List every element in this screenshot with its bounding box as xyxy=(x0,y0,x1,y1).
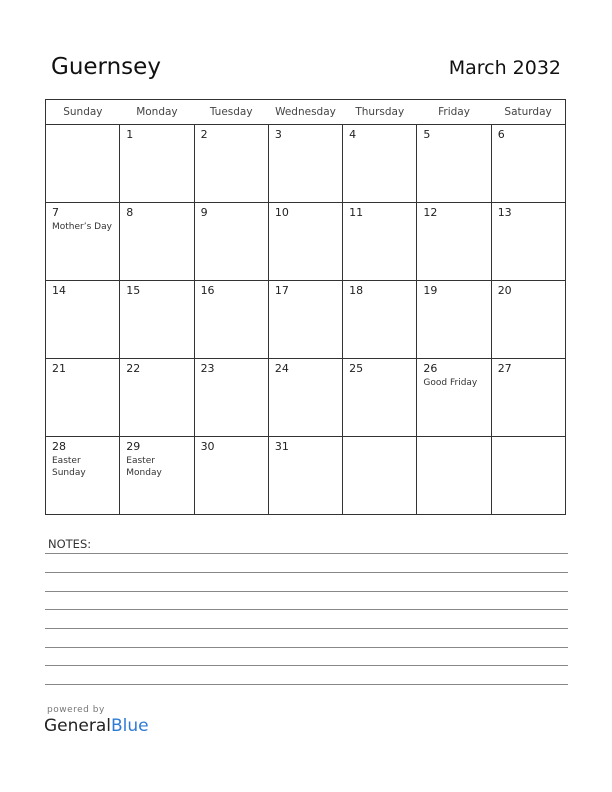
calendar-day-cell xyxy=(46,359,120,437)
brand-general: General xyxy=(44,716,111,736)
weekday-monday: Monday xyxy=(120,100,194,125)
notes-line xyxy=(45,572,568,573)
day-number: 28 xyxy=(52,440,66,453)
calendar-month: March 2032 xyxy=(448,57,561,79)
day-number: 2 xyxy=(200,128,208,141)
holiday-label: Mother’s Day xyxy=(52,222,112,232)
day-number: 20 xyxy=(497,284,512,297)
generalblue-logo[interactable] xyxy=(44,716,149,736)
calendar-day-cell xyxy=(120,281,194,359)
calendar-day-cell xyxy=(46,125,120,203)
calendar-day-cell xyxy=(343,125,417,203)
calendar-day-cell xyxy=(491,437,565,515)
calendar-day-cell xyxy=(417,359,491,437)
day-number: 11 xyxy=(349,206,364,219)
weekday-thursday: Thursday xyxy=(343,100,417,125)
calendar-day-cell xyxy=(268,203,342,281)
day-number: 25 xyxy=(349,362,364,375)
day-number: 24 xyxy=(274,362,289,375)
calendar-day-cell xyxy=(268,437,342,515)
day-number: 3 xyxy=(274,128,282,141)
calendar-week-row xyxy=(46,437,566,515)
calendar-week-row xyxy=(46,125,566,203)
day-number: 1 xyxy=(126,128,134,141)
day-number: 10 xyxy=(274,206,289,219)
day-number: 9 xyxy=(200,206,208,219)
calendar-day-cell xyxy=(343,359,417,437)
weekday-sunday: Sunday xyxy=(46,100,120,125)
calendar-day-cell xyxy=(268,281,342,359)
day-number: 26 xyxy=(423,362,438,375)
calendar-day-cell xyxy=(268,359,342,437)
calendar-title: Guernsey xyxy=(51,54,161,80)
day-number: 5 xyxy=(423,128,431,141)
day-number: 17 xyxy=(274,284,289,297)
day-number: 14 xyxy=(52,284,66,297)
notes-line xyxy=(45,684,568,685)
weekday-tuesday: Tuesday xyxy=(194,100,268,125)
calendar-day-cell xyxy=(194,281,268,359)
notes-line xyxy=(45,628,568,629)
calendar-day-cell xyxy=(343,203,417,281)
notes-line xyxy=(45,665,568,666)
calendar-day-cell xyxy=(343,281,417,359)
calendar-day-cell xyxy=(120,359,194,437)
calendar-day-cell xyxy=(194,437,268,515)
calendar-day-cell xyxy=(417,203,491,281)
day-number: 31 xyxy=(274,440,289,453)
day-number: 15 xyxy=(126,284,141,297)
day-number: 7 xyxy=(52,206,59,219)
notes-line xyxy=(45,553,568,554)
calendar-day-cell xyxy=(194,359,268,437)
calendar-day-cell xyxy=(491,203,565,281)
calendar-week-row xyxy=(46,281,566,359)
notes-line xyxy=(45,647,568,648)
day-number: 16 xyxy=(200,284,215,297)
day-number: 18 xyxy=(349,284,364,297)
day-number: 30 xyxy=(200,440,215,453)
calendar-week-row xyxy=(46,359,566,437)
day-number: 21 xyxy=(52,362,66,375)
weekday-header-row xyxy=(46,100,566,125)
calendar-day-cell xyxy=(120,125,194,203)
calendar-day-cell xyxy=(194,125,268,203)
brand-blue: Blue xyxy=(111,716,149,736)
calendar-day-cell xyxy=(491,359,565,437)
notes-line xyxy=(45,609,568,610)
holiday-label: Easter Monday xyxy=(126,456,162,478)
day-number: 6 xyxy=(497,128,505,141)
notes-line xyxy=(45,591,568,592)
calendar-day-cell xyxy=(120,203,194,281)
day-number: 23 xyxy=(200,362,215,375)
calendar-day-cell xyxy=(46,203,120,281)
calendar-day-cell xyxy=(491,281,565,359)
calendar-day-cell xyxy=(268,125,342,203)
day-number: 4 xyxy=(349,128,357,141)
calendar-day-cell xyxy=(194,203,268,281)
notes-label: NOTES: xyxy=(48,537,92,551)
holiday-label: Good Friday xyxy=(423,378,478,388)
calendar-week-row xyxy=(46,203,566,281)
calendar-day-cell xyxy=(491,125,565,203)
calendar-day-cell xyxy=(46,437,120,515)
calendar-grid xyxy=(45,99,566,515)
day-number: 12 xyxy=(423,206,438,219)
calendar-day-cell xyxy=(46,281,120,359)
day-number: 29 xyxy=(126,440,141,453)
holiday-label: Easter Sunday xyxy=(52,456,86,478)
day-number: 22 xyxy=(126,362,141,375)
calendar-day-cell xyxy=(120,437,194,515)
weekday-saturday: Saturday xyxy=(491,100,565,125)
day-number: 13 xyxy=(497,206,512,219)
powered-by-text: powered by xyxy=(47,705,105,715)
day-number: 19 xyxy=(423,284,438,297)
calendar-day-cell xyxy=(343,437,417,515)
calendar-day-cell xyxy=(417,281,491,359)
weekday-friday: Friday xyxy=(417,100,491,125)
calendar-day-cell xyxy=(417,125,491,203)
day-number: 8 xyxy=(126,206,134,219)
day-number: 27 xyxy=(497,362,512,375)
weekday-wednesday: Wednesday xyxy=(268,100,342,125)
calendar-day-cell xyxy=(417,437,491,515)
